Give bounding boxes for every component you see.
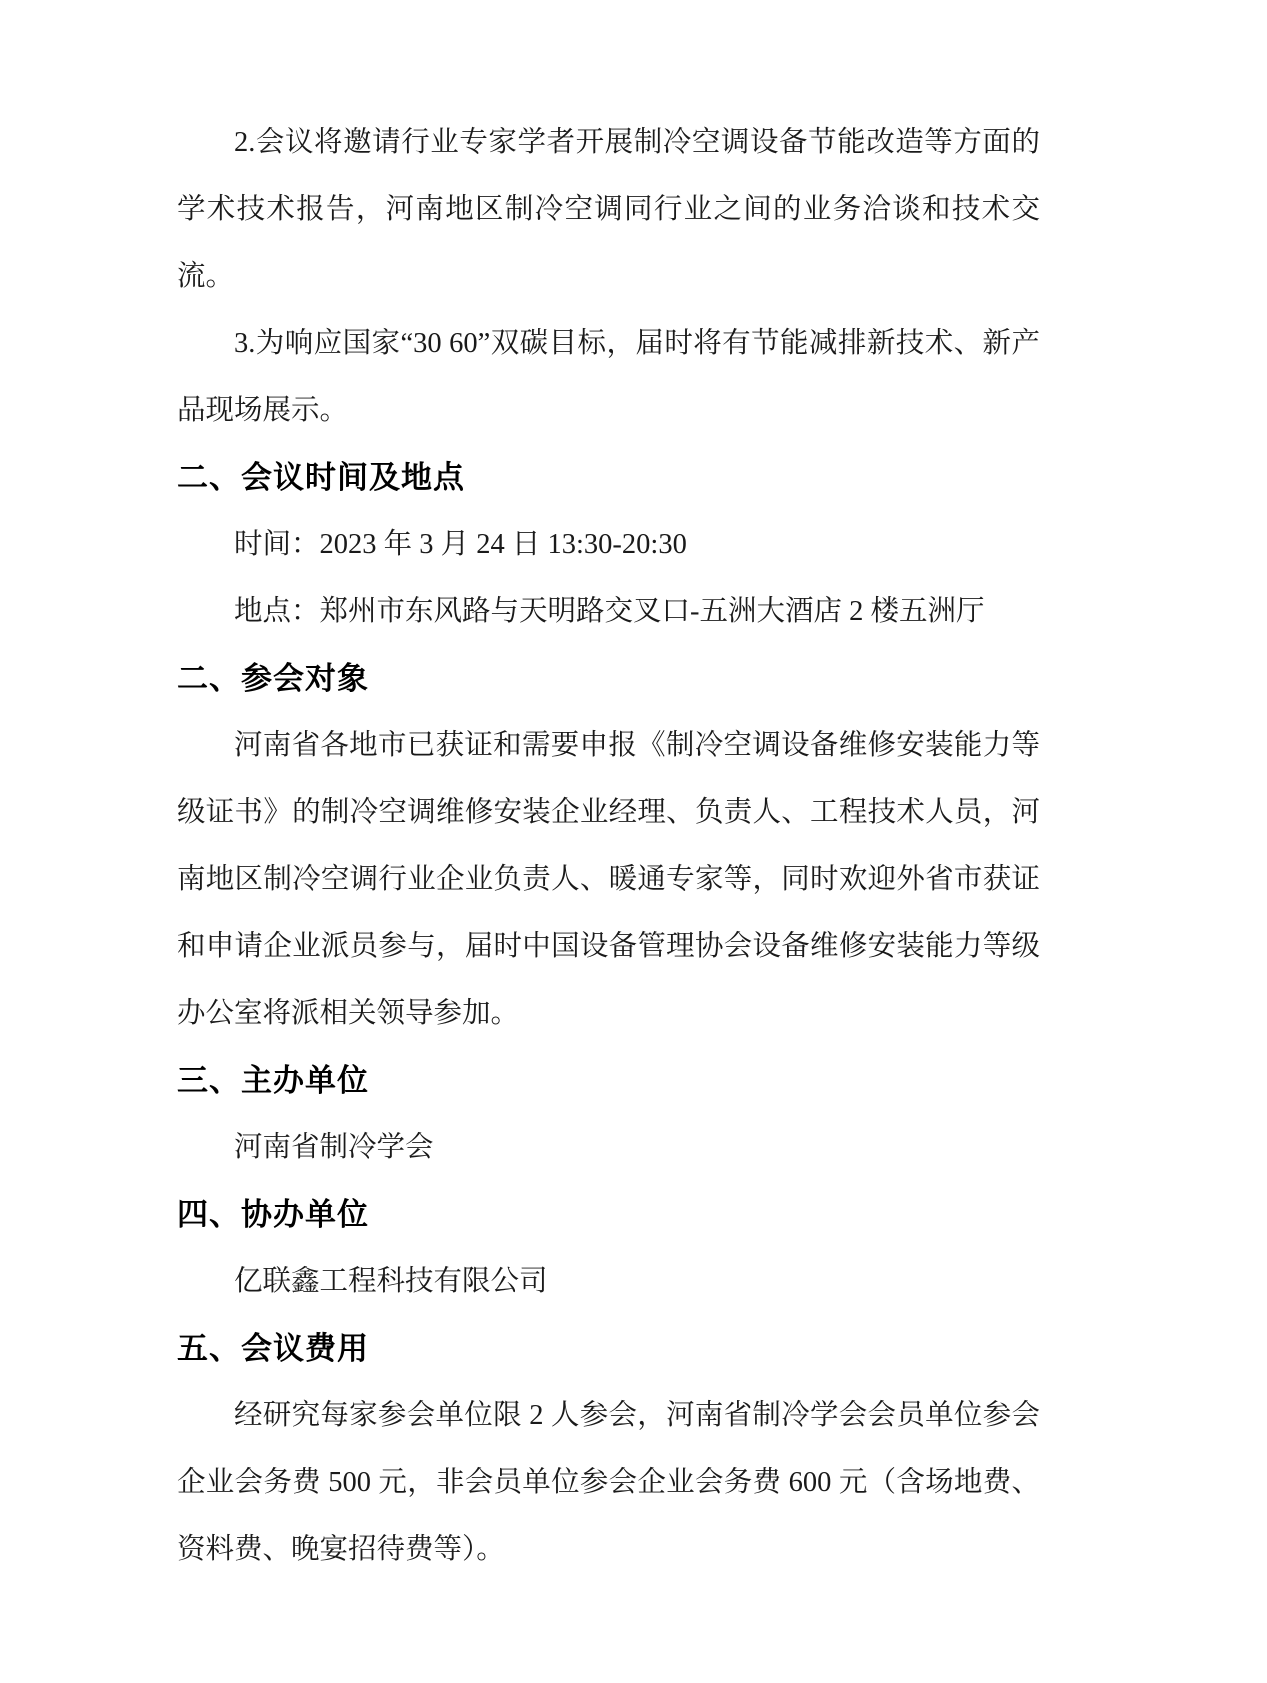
paragraph-co-organizer-name: 亿联鑫工程科技有限公司	[234, 1266, 548, 1297]
paragraph-meeting-time: 时间：2023 年 3 月 24 日 13:30-20:30	[234, 529, 687, 560]
paragraph-fees-detail: 经研究每家参会单位限 2 人参会，河南省制冷学会会员单位参会企业会务费 500 元，非会员单位参会企业会务费 600 元（含场地费、资料费、晚宴招待费等）。	[177, 1400, 1040, 1565]
paragraph-meeting-content-3: 3.为响应国家“30 60”双碳目标，届时将有节能减排新技术、新产品现场展示。	[177, 328, 1040, 426]
section-heading-fees: 五、会议费用	[177, 1331, 369, 1366]
section-heading-attendees: 二、参会对象	[177, 661, 369, 696]
paragraph-meeting-location: 地点：郑州市东风路与天明路交叉口-五洲大酒店 2 楼五洲厅	[234, 596, 985, 627]
paragraph-attendees-detail: 河南省各地市已获证和需要申报《制冷空调设备维修安装能力等级证书》的制冷空调维修安装企业经理、负责人、工程技术人员，河南地区制冷空调行业企业负责人、暖通专家等，同时欢迎外省市获证和申请企业派员参与，届时中国设备管理协会设备维修安装能力等级办公室将派相关领导参加。	[177, 730, 1040, 1029]
paragraph-meeting-content-2: 2.会议将邀请行业专家学者开展制冷空调设备节能改造等方面的学术技术报告，河南地区制冷空调同行业之间的业务洽谈和技术交流。	[177, 127, 1040, 292]
section-heading-co-organizer: 四、协办单位	[177, 1197, 369, 1232]
section-heading-time-place: 二、会议时间及地点	[177, 460, 465, 495]
section-heading-organizer: 三、主办单位	[177, 1063, 369, 1098]
paragraph-organizer-name: 河南省制冷学会	[234, 1132, 434, 1163]
